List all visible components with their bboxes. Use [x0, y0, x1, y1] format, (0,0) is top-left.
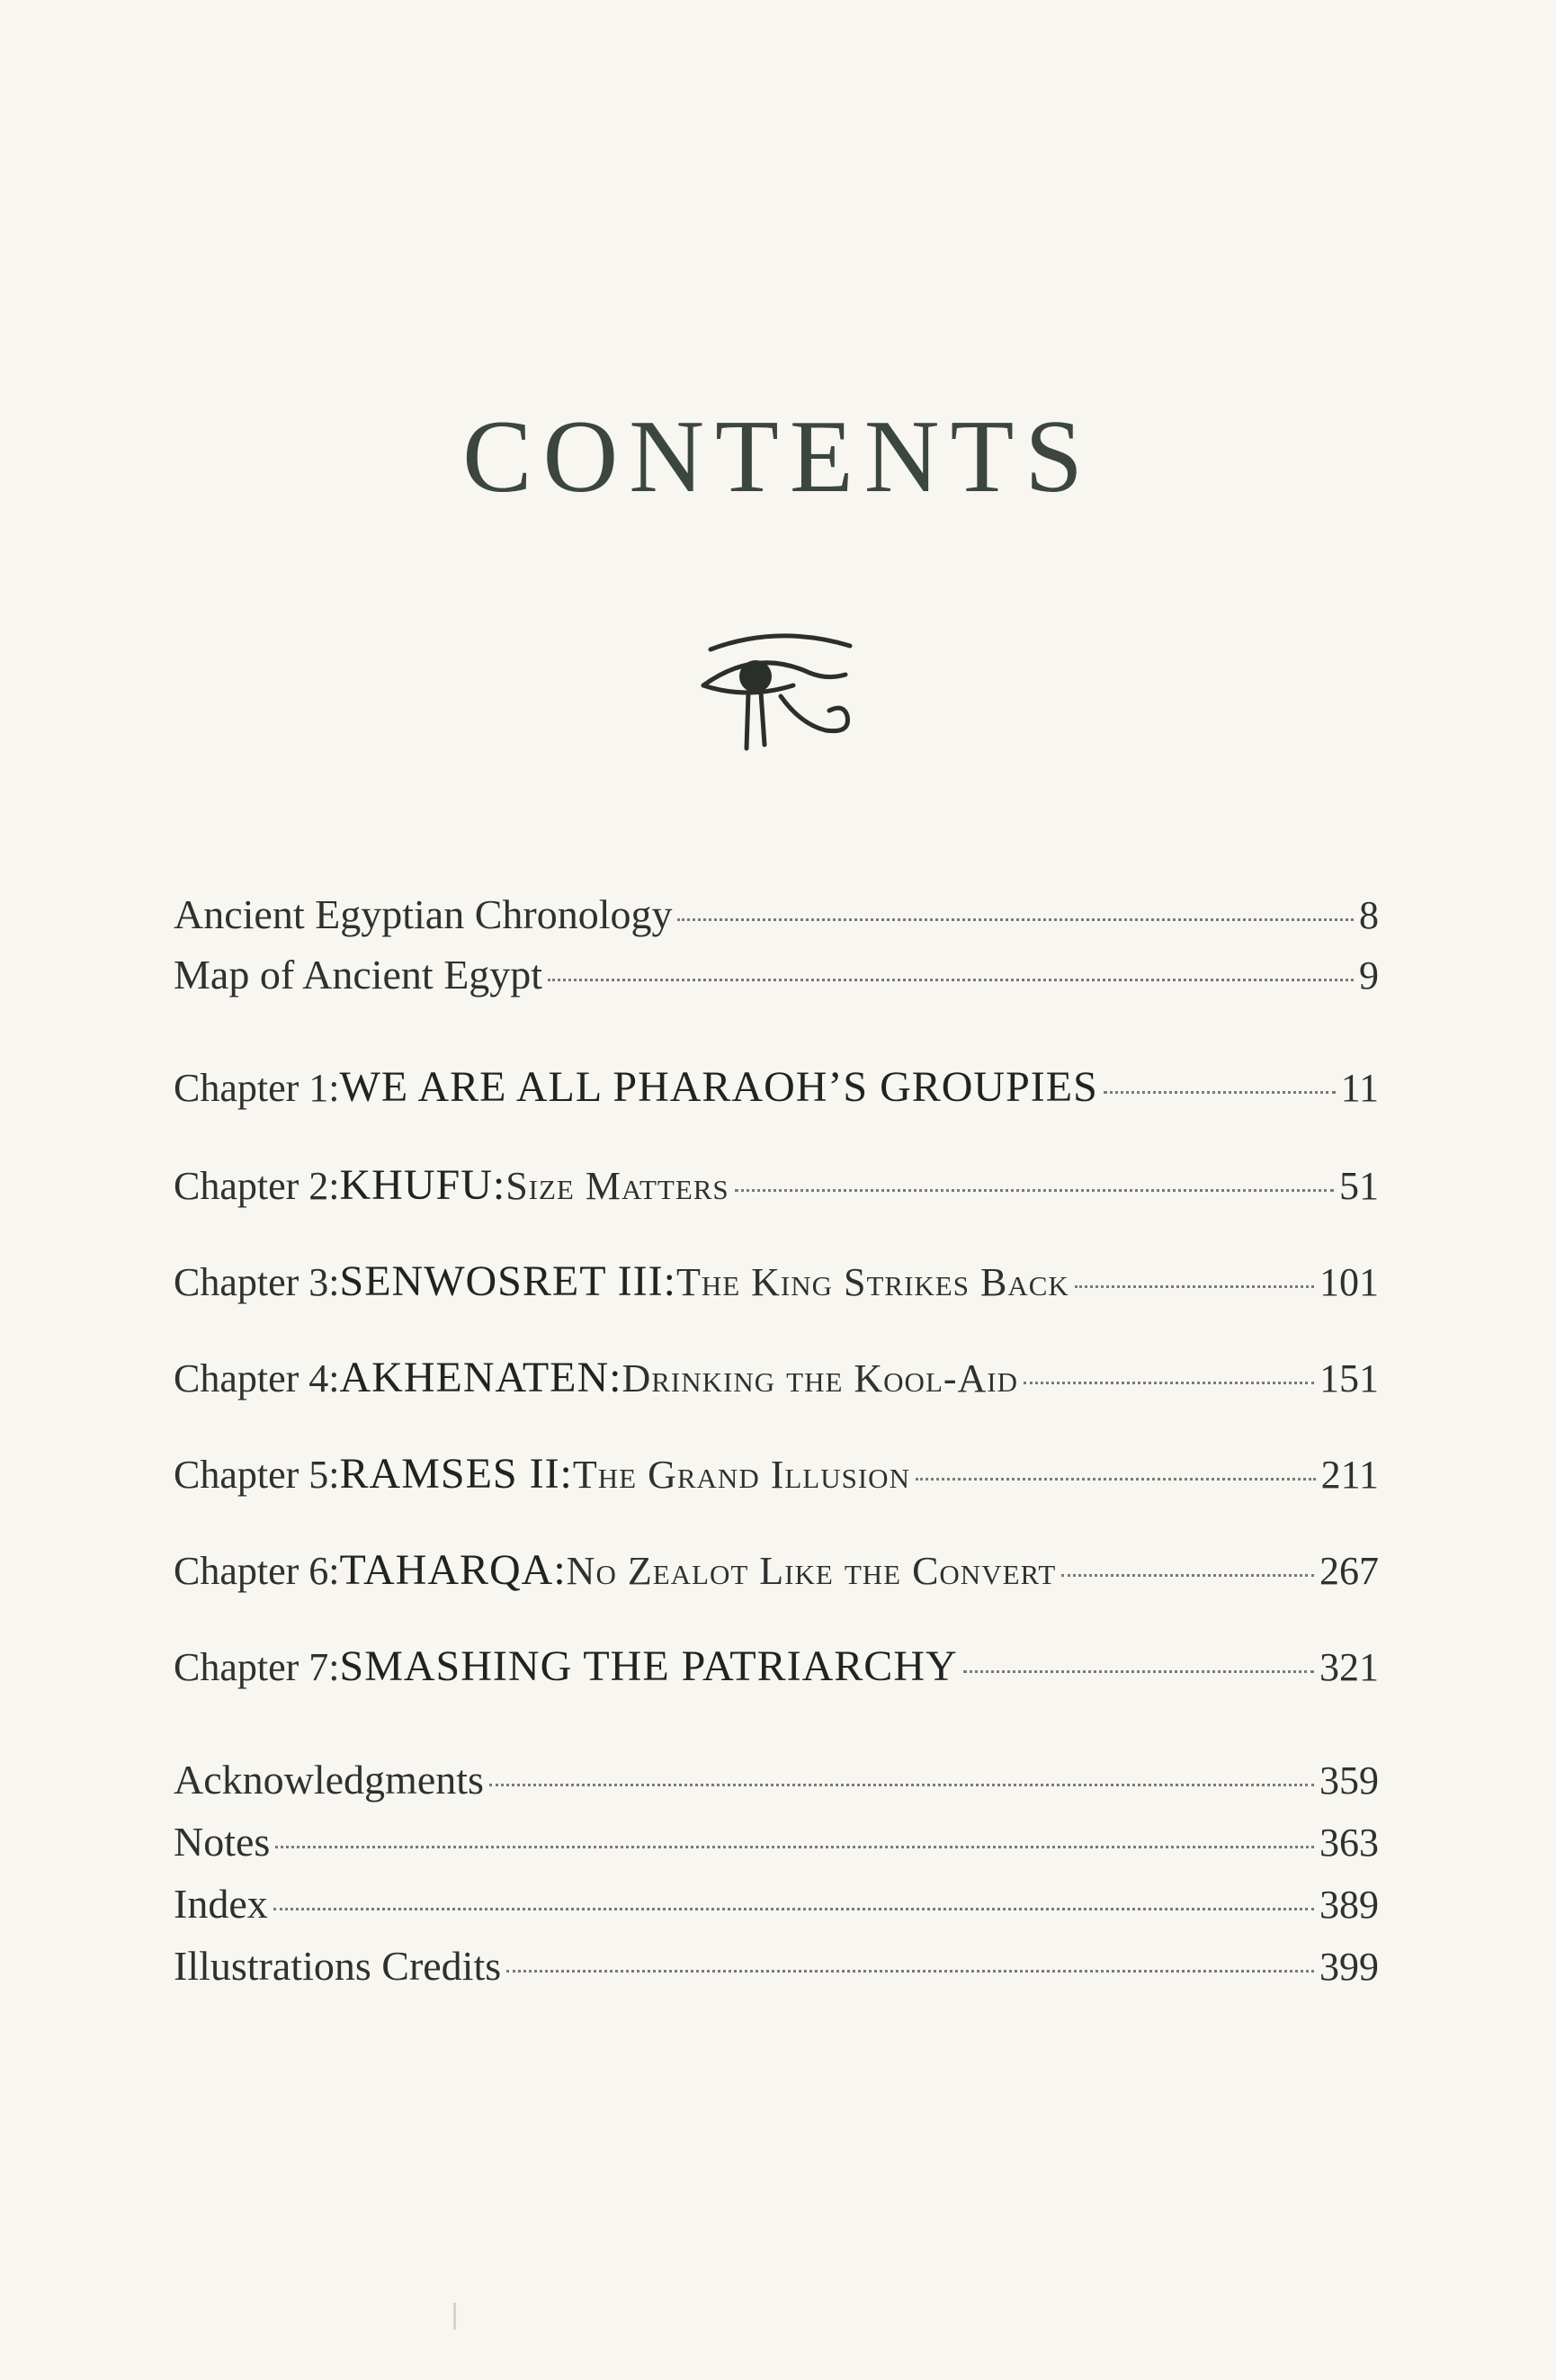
chapter-heading	[174, 1160, 729, 1210]
dot-leader	[548, 979, 1354, 981]
toc-entry-chapter-2[interactable]	[174, 1160, 1379, 1210]
toc-entry-chapter-4[interactable]	[174, 1353, 1379, 1402]
dot-leader	[1104, 1091, 1336, 1094]
chapter-heading	[174, 1257, 1069, 1306]
toc-page-number: 151	[1319, 1356, 1379, 1400]
chapter-name: RAMSES II:	[339, 1450, 573, 1498]
chapter-number: Chapter 4:	[174, 1356, 340, 1400]
chapter-subtitle: The Grand Illusion	[572, 1453, 910, 1497]
toc-entry-chapter-6[interactable]	[174, 1545, 1379, 1595]
chapter-heading	[174, 1062, 1098, 1112]
dot-leader	[1024, 1382, 1314, 1384]
dot-leader	[1061, 1574, 1314, 1577]
page-title: CONTENTS	[462, 399, 1094, 514]
toc-entry-acknowledgments[interactable]	[174, 1756, 1379, 1803]
chapter-heading	[174, 1545, 1056, 1595]
toc-page-number: 389	[1319, 1883, 1379, 1927]
toc-page-number: 101	[1319, 1260, 1379, 1304]
toc-entry-label: Illustrations Credits	[174, 1943, 502, 1989]
toc-entry-label: Notes	[174, 1819, 271, 1865]
toc-page-number: 211	[1320, 1453, 1379, 1497]
chapter-heading	[174, 1449, 910, 1499]
toc-page-number: 267	[1319, 1549, 1379, 1593]
chapter-number: Chapter 2:	[174, 1164, 340, 1208]
toc-page-number: 8	[1359, 893, 1379, 937]
toc-entry-label: Map of Ancient Egypt	[174, 952, 543, 998]
chapter-name: TAHARQA:	[339, 1546, 567, 1594]
chapter-heading	[174, 1353, 1018, 1402]
dot-leader	[1075, 1285, 1314, 1288]
dot-leader	[273, 1908, 1314, 1910]
toc-entry-chronology[interactable]	[174, 890, 1379, 938]
dot-leader	[677, 918, 1354, 921]
toc-page-number: 399	[1319, 1945, 1379, 1989]
toc-entry-map[interactable]	[174, 951, 1379, 998]
chapter-number: Chapter 3:	[174, 1260, 340, 1304]
chapter-subtitle: No Zealot Like the Convert	[566, 1549, 1057, 1593]
dot-leader	[916, 1478, 1316, 1481]
dot-leader	[963, 1670, 1314, 1673]
toc-entry-notes[interactable]	[174, 1818, 1379, 1866]
toc-entry-index[interactable]	[174, 1880, 1379, 1928]
toc-entry-chapter-1[interactable]	[174, 1062, 1379, 1112]
toc-entry-chapter-5[interactable]	[174, 1449, 1379, 1499]
toc-page-number: 359	[1319, 1758, 1379, 1803]
scan-speck	[453, 2303, 456, 2330]
dot-leader	[489, 1784, 1314, 1786]
toc-entry-label: Index	[174, 1881, 268, 1927]
chapter-name: SMASHING THE PATRIARCHY	[339, 1642, 958, 1690]
eye-of-horus-icon	[693, 630, 863, 765]
toc-entry-label: Acknowledgments	[174, 1757, 484, 1803]
dot-leader	[275, 1846, 1314, 1848]
toc-page-number: 51	[1339, 1164, 1379, 1208]
toc-page-number: 11	[1340, 1066, 1379, 1110]
chapter-number: Chapter 7:	[174, 1645, 340, 1689]
chapter-number: Chapter 6:	[174, 1549, 340, 1593]
toc-page-number: 9	[1359, 953, 1379, 998]
toc-entry-chapter-3[interactable]	[174, 1257, 1379, 1306]
toc-page-number: 321	[1319, 1645, 1379, 1689]
chapter-subtitle: Drinking the Kool-Aid	[622, 1356, 1019, 1400]
toc-entry-illustrations-credits[interactable]	[174, 1942, 1379, 1990]
toc-entry-label: Ancient Egyptian Chronology	[174, 891, 673, 937]
chapter-name: WE ARE ALL PHARAOH’S GROUPIES	[339, 1063, 1098, 1111]
toc-page-number: 363	[1319, 1821, 1379, 1865]
chapter-heading	[174, 1642, 958, 1691]
chapter-subtitle: Size Matters	[505, 1164, 729, 1208]
toc-entry-chapter-7[interactable]	[174, 1642, 1379, 1691]
chapter-name: SENWOSRET III:	[339, 1257, 676, 1305]
chapter-number: Chapter 5:	[174, 1453, 340, 1497]
chapter-name: KHUFU:	[339, 1161, 506, 1209]
chapter-number: Chapter 1:	[174, 1066, 340, 1110]
chapter-subtitle: The King Strikes Back	[675, 1260, 1069, 1304]
dot-leader	[735, 1189, 1334, 1192]
chapter-name: AKHENATEN:	[339, 1354, 622, 1401]
dot-leader	[506, 1970, 1314, 1973]
